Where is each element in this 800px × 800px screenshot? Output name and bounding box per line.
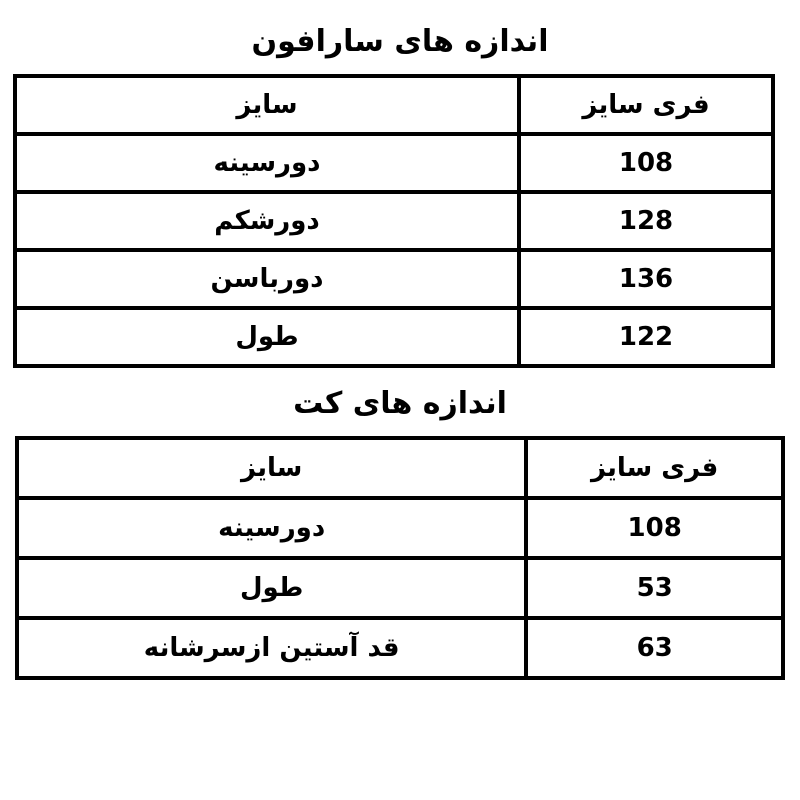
size-table-saraafon — [13, 74, 775, 368]
table-row — [17, 618, 783, 678]
table-header-row — [17, 438, 783, 498]
cell-value: 108 — [526, 498, 783, 558]
table-row — [15, 250, 773, 308]
cell-value: 108 — [519, 134, 773, 192]
header-cell-value: فری سایز — [526, 438, 783, 498]
table-row — [17, 498, 783, 558]
cell-value: 136 — [519, 250, 773, 308]
page-title-kot: اندازه های کت — [293, 386, 507, 421]
cell-label: دورسینه — [15, 134, 519, 192]
cell-value: 53 — [526, 558, 783, 618]
table-wrapper-kot — [15, 436, 785, 680]
cell-value: 128 — [519, 192, 773, 250]
header-cell-label: سایز — [15, 76, 519, 134]
size-table-kot — [15, 436, 785, 680]
header-cell-label: سایز — [17, 438, 526, 498]
cell-value: 63 — [526, 618, 783, 678]
cell-value: 122 — [519, 308, 773, 366]
page-title-saraafon: اندازه های سارافون — [251, 24, 549, 59]
cell-label: طول — [17, 558, 526, 618]
table-header-row — [15, 76, 773, 134]
table-wrapper-saraafon — [25, 74, 775, 368]
table-row — [15, 134, 773, 192]
table-row — [17, 558, 783, 618]
table-row — [15, 192, 773, 250]
cell-label: طول — [15, 308, 519, 366]
cell-label: دورسینه — [17, 498, 526, 558]
table-row — [15, 308, 773, 366]
cell-label: دورباسن — [15, 250, 519, 308]
header-cell-value: فری سایز — [519, 76, 773, 134]
cell-label: دورشکم — [15, 192, 519, 250]
cell-label: قد آستین ازسرشانه — [17, 618, 526, 678]
